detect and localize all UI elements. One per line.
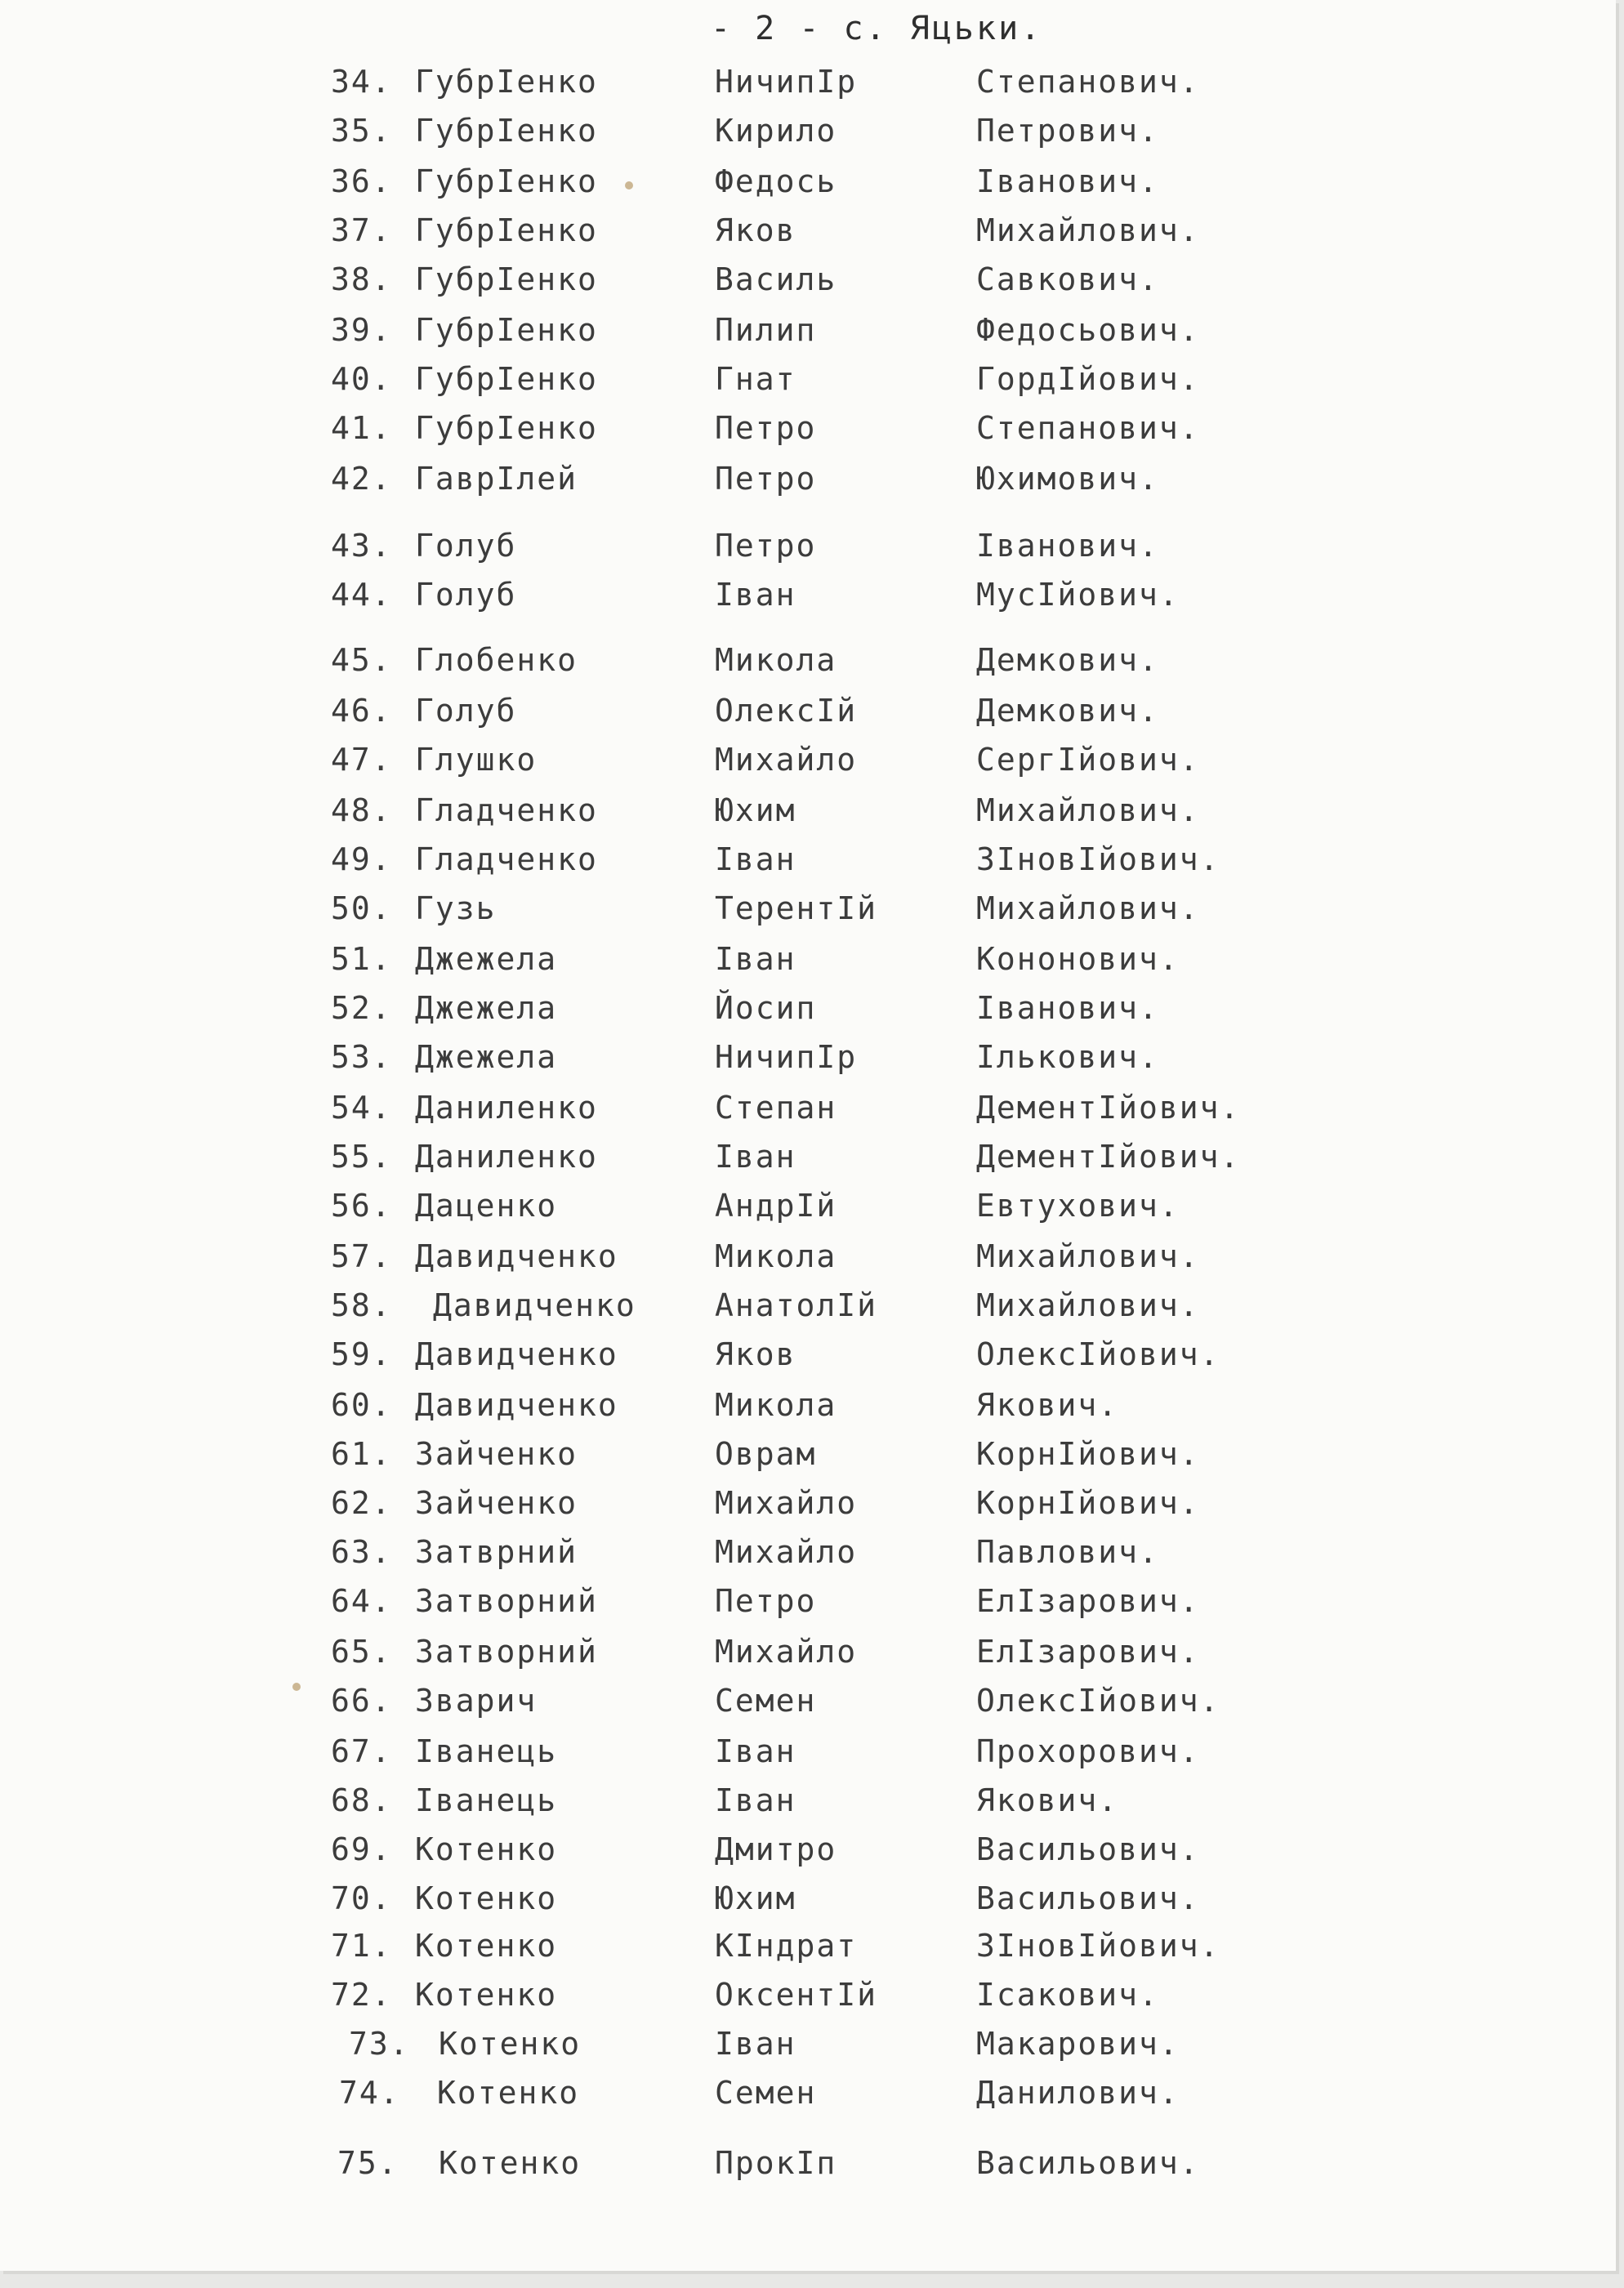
row-number: 75. bbox=[337, 2145, 399, 2181]
first-name: Іван bbox=[715, 577, 796, 613]
patronymic: Евтухович. bbox=[976, 1188, 1180, 1224]
surname: Глобенко bbox=[415, 642, 578, 678]
row-number: 35. bbox=[331, 113, 392, 149]
row-number: 53. bbox=[331, 1039, 392, 1075]
row-number: 72. bbox=[331, 1977, 392, 2013]
row-number: 66. bbox=[331, 1683, 392, 1719]
patronymic: Прохорович. bbox=[976, 1733, 1200, 1769]
surname: Глушко bbox=[415, 742, 538, 778]
first-name: Михайло bbox=[715, 1485, 858, 1521]
first-name: Юхим bbox=[715, 1880, 796, 1916]
surname: Давидченко bbox=[433, 1287, 636, 1323]
paper-stain bbox=[292, 1683, 301, 1691]
surname: ГубрІенко bbox=[415, 261, 598, 297]
patronymic: Іванович. bbox=[976, 163, 1159, 199]
row-number: 46. bbox=[331, 693, 392, 729]
row-number: 70. bbox=[331, 1880, 392, 1916]
surname: Зайченко bbox=[415, 1436, 578, 1472]
first-name: Іван bbox=[715, 1782, 796, 1818]
page-header: - 2 - с. Яцьки. bbox=[711, 10, 1043, 47]
first-name: Оврам bbox=[715, 1436, 817, 1472]
first-name: Василь bbox=[715, 261, 837, 297]
first-name: Іван bbox=[715, 2026, 796, 2062]
row-number: 64. bbox=[331, 1583, 392, 1619]
row-number: 54. bbox=[331, 1090, 392, 1126]
surname: Голуб bbox=[415, 693, 517, 729]
first-name: Петро bbox=[715, 410, 817, 446]
first-name: Семен bbox=[715, 2075, 817, 2111]
patronymic: КорнІйович. bbox=[976, 1485, 1200, 1521]
first-name: Микола bbox=[715, 642, 837, 678]
first-name: КІндрат bbox=[715, 1928, 858, 1964]
row-number: 39. bbox=[331, 312, 392, 348]
first-name: Семен bbox=[715, 1683, 817, 1719]
surname: Гладченко bbox=[415, 792, 598, 828]
surname: ГубрІенко bbox=[415, 64, 598, 100]
first-name: Кирило bbox=[715, 113, 837, 149]
row-number: 43. bbox=[331, 528, 392, 564]
first-name: Яков bbox=[715, 212, 796, 248]
patronymic: Якович. bbox=[976, 1782, 1119, 1818]
surname: Котенко bbox=[415, 1928, 558, 1964]
surname: Іванець bbox=[415, 1782, 558, 1818]
surname: Зайченко bbox=[415, 1485, 578, 1521]
patronymic: Петрович. bbox=[976, 113, 1159, 149]
first-name: Петро bbox=[715, 528, 817, 564]
first-name: Михайло bbox=[715, 742, 858, 778]
patronymic: ДементІйович. bbox=[976, 1090, 1241, 1126]
row-number: 52. bbox=[331, 990, 392, 1026]
row-number: 62. bbox=[331, 1485, 392, 1521]
surname: ГубрІенко bbox=[415, 163, 598, 199]
row-number: 74. bbox=[339, 2075, 400, 2111]
patronymic: Макарович. bbox=[976, 2026, 1180, 2062]
surname: Котенко bbox=[439, 2145, 582, 2181]
surname: Котенко bbox=[437, 2075, 580, 2111]
row-number: 61. bbox=[331, 1436, 392, 1472]
patronymic: Ількович. bbox=[976, 1039, 1159, 1075]
first-name: ОксентІй bbox=[715, 1977, 878, 2013]
surname: Гузь bbox=[415, 890, 497, 926]
first-name: Іван bbox=[715, 841, 796, 877]
patronymic: Михайлович. bbox=[976, 212, 1200, 248]
row-number: 56. bbox=[331, 1188, 392, 1224]
patronymic: Данилович. bbox=[976, 2075, 1180, 2111]
row-number: 65. bbox=[331, 1634, 392, 1670]
row-number: 38. bbox=[331, 261, 392, 297]
surname: ГубрІенко bbox=[415, 361, 598, 397]
patronymic: КорнІйович. bbox=[976, 1436, 1200, 1472]
first-name: ПрокІп bbox=[715, 2145, 837, 2181]
row-number: 69. bbox=[331, 1831, 392, 1867]
row-number: 57. bbox=[331, 1238, 392, 1274]
patronymic: Іванович. bbox=[976, 528, 1159, 564]
surname: Гладченко bbox=[415, 841, 598, 877]
surname: Джежела bbox=[415, 941, 558, 977]
patronymic: СергІйович. bbox=[976, 742, 1200, 778]
patronymic: ЗІновІйович. bbox=[976, 841, 1220, 877]
surname: Даниленко bbox=[415, 1139, 598, 1175]
first-name: НичипІр bbox=[715, 1039, 858, 1075]
patronymic: Павлович. bbox=[976, 1534, 1159, 1570]
first-name: Микола bbox=[715, 1238, 837, 1274]
paper-stain bbox=[625, 181, 633, 190]
surname: Котенко bbox=[439, 2026, 582, 2062]
patronymic: Степанович. bbox=[976, 64, 1200, 100]
patronymic: Юхимович. bbox=[976, 461, 1159, 497]
row-number: 68. bbox=[331, 1782, 392, 1818]
row-number: 51. bbox=[331, 941, 392, 977]
row-number: 59. bbox=[331, 1336, 392, 1372]
surname: Давидченко bbox=[415, 1336, 618, 1372]
patronymic: Демкович. bbox=[976, 642, 1159, 678]
first-name: Гнат bbox=[715, 361, 796, 397]
surname: Затворний bbox=[415, 1583, 598, 1619]
row-number: 58. bbox=[331, 1287, 392, 1323]
row-number: 71. bbox=[331, 1928, 392, 1964]
first-name: Степан bbox=[715, 1090, 837, 1126]
patronymic: ЕлІзарович. bbox=[976, 1583, 1200, 1619]
first-name: Михайло bbox=[715, 1534, 858, 1570]
row-number: 48. bbox=[331, 792, 392, 828]
patronymic: ЕлІзарович. bbox=[976, 1634, 1200, 1670]
patronymic: ГордІйович. bbox=[976, 361, 1200, 397]
first-name: Михайло bbox=[715, 1634, 858, 1670]
first-name: Іван bbox=[715, 941, 796, 977]
patronymic: Федосьович. bbox=[976, 312, 1200, 348]
first-name: Дмитро bbox=[715, 1831, 837, 1867]
first-name: Пилип bbox=[715, 312, 817, 348]
patronymic: Кононович. bbox=[976, 941, 1180, 977]
surname: Котенко bbox=[415, 1977, 558, 2013]
row-number: 37. bbox=[331, 212, 392, 248]
surname: Голуб bbox=[415, 577, 517, 613]
surname: Давидченко bbox=[415, 1387, 618, 1423]
row-number: 40. bbox=[331, 361, 392, 397]
patronymic: ОлексІйович. bbox=[976, 1336, 1220, 1372]
surname: ГубрІенко bbox=[415, 410, 598, 446]
row-number: 50. bbox=[331, 890, 392, 926]
row-number: 41. bbox=[331, 410, 392, 446]
surname: ГаврІлей bbox=[415, 461, 578, 497]
first-name: Йосип bbox=[715, 990, 817, 1026]
surname: ГубрІенко bbox=[415, 312, 598, 348]
first-name: Петро bbox=[715, 1583, 817, 1619]
patronymic: Демкович. bbox=[976, 693, 1159, 729]
row-number: 49. bbox=[331, 841, 392, 877]
first-name: НичипІр bbox=[715, 64, 858, 100]
patronymic: Михайлович. bbox=[976, 890, 1200, 926]
surname: Затврний bbox=[415, 1534, 578, 1570]
surname: Зварич bbox=[415, 1683, 538, 1719]
surname: Котенко bbox=[415, 1880, 558, 1916]
surname: Затворний bbox=[415, 1634, 598, 1670]
row-number: 36. bbox=[331, 163, 392, 199]
patronymic: Ісакович. bbox=[976, 1977, 1159, 2013]
patronymic: ДементІйович. bbox=[976, 1139, 1241, 1175]
surname: Давидченко bbox=[415, 1238, 618, 1274]
patronymic: Михайлович. bbox=[976, 1238, 1200, 1274]
row-number: 45. bbox=[331, 642, 392, 678]
row-number: 47. bbox=[331, 742, 392, 778]
row-number: 42. bbox=[331, 461, 392, 497]
patronymic: Васильович. bbox=[976, 1831, 1200, 1867]
first-name: Іван bbox=[715, 1733, 796, 1769]
patronymic: ЗІновІйович. bbox=[976, 1928, 1220, 1964]
row-number: 63. bbox=[331, 1534, 392, 1570]
surname: Даниленко bbox=[415, 1090, 598, 1126]
patronymic: Степанович. bbox=[976, 410, 1200, 446]
surname: Джежела bbox=[415, 990, 558, 1026]
first-name: Федось bbox=[715, 163, 837, 199]
patronymic: Іванович. bbox=[976, 990, 1159, 1026]
surname: Іванець bbox=[415, 1733, 558, 1769]
first-name: Микола bbox=[715, 1387, 837, 1423]
first-name: АнатолІй bbox=[715, 1287, 878, 1323]
first-name: Іван bbox=[715, 1139, 796, 1175]
surname: Даценко bbox=[415, 1188, 558, 1224]
surname: ГубрІенко bbox=[415, 212, 598, 248]
surname: Котенко bbox=[415, 1831, 558, 1867]
row-number: 73. bbox=[349, 2026, 410, 2062]
first-name: ОлексІй bbox=[715, 693, 858, 729]
first-name: Юхим bbox=[715, 792, 796, 828]
first-name: Яков bbox=[715, 1336, 796, 1372]
first-name: Петро bbox=[715, 461, 817, 497]
patronymic: Михайлович. bbox=[976, 792, 1200, 828]
patronymic: Савкович. bbox=[976, 261, 1159, 297]
first-name: ТерентІй bbox=[715, 890, 878, 926]
surname: Голуб bbox=[415, 528, 517, 564]
patronymic: Васильович. bbox=[976, 2145, 1200, 2181]
row-number: 67. bbox=[331, 1733, 392, 1769]
patronymic: Михайлович. bbox=[976, 1287, 1200, 1323]
row-number: 55. bbox=[331, 1139, 392, 1175]
surname: Джежела bbox=[415, 1039, 558, 1075]
patronymic: Васильович. bbox=[976, 1880, 1200, 1916]
row-number: 34. bbox=[331, 64, 392, 100]
first-name: АндрІй bbox=[715, 1188, 837, 1224]
patronymic: МусІйович. bbox=[976, 577, 1180, 613]
patronymic: Якович. bbox=[976, 1387, 1119, 1423]
surname: ГубрІенко bbox=[415, 113, 598, 149]
row-number: 60. bbox=[331, 1387, 392, 1423]
patronymic: ОлексІйович. bbox=[976, 1683, 1220, 1719]
row-number: 44. bbox=[331, 577, 392, 613]
